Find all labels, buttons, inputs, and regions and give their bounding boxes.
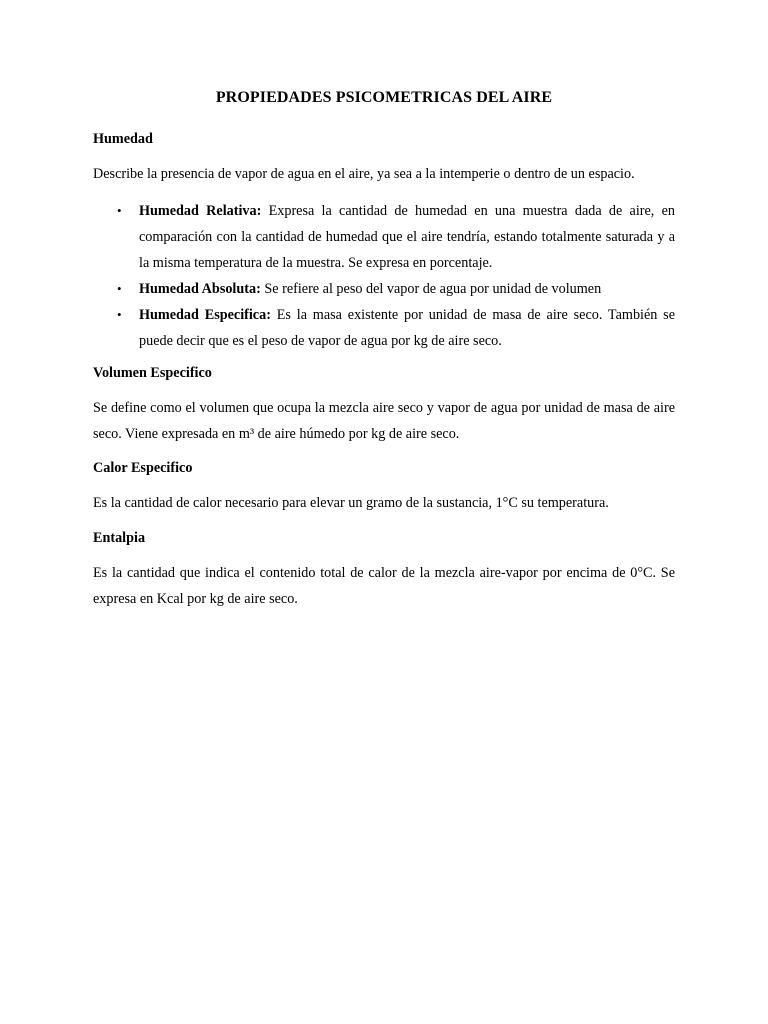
section-heading: Volumen Especifico bbox=[93, 365, 212, 381]
term-label: Humedad Especifica: bbox=[139, 307, 271, 323]
list-item bbox=[93, 276, 675, 302]
bullet-icon: • bbox=[117, 307, 122, 322]
section-heading: Calor Especifico bbox=[93, 460, 193, 476]
section-humedad bbox=[93, 128, 675, 354]
section-body: Es la cantidad de calor necesario para elevar un gramo de la sustancia, 1°C su temperatura. bbox=[93, 495, 609, 511]
section-volumen-especifico bbox=[93, 362, 675, 447]
section-body: Es la cantidad que indica el contenido total de calor de la mezcla aire-vapor por encima de 0°C. Se expresa en Kcal por kg de aire seco. bbox=[93, 565, 675, 607]
term-definition: Se refiere al peso del vapor de agua por unidad de volumen bbox=[260, 281, 602, 297]
section-heading: Humedad bbox=[93, 131, 153, 147]
term-definition: Es la masa existente por unidad de masa de aire seco. También se puede decir que es el peso de vapor de agua por kg de aire seco. bbox=[139, 307, 676, 349]
section-heading: Entalpia bbox=[93, 530, 146, 546]
section-entalpia bbox=[93, 527, 675, 612]
bullet-icon: • bbox=[117, 203, 122, 218]
section-body: Describe la presencia de vapor de agua en el aire, ya sea a la intemperie o dentro de un espacio. bbox=[93, 166, 635, 182]
bullet-icon: • bbox=[117, 281, 122, 296]
term-definition: Expresa la cantidad de humedad en una muestra dada de aire, en comparación con la cantidad de humedad que el aire tendría, estando totalmente saturada y a la misma temperatura de la muestra. Se expresa en porcentaje. bbox=[139, 203, 676, 271]
list-item bbox=[93, 198, 675, 276]
term-label: Humedad Absoluta: bbox=[139, 281, 261, 297]
section-calor-especifico bbox=[93, 457, 675, 516]
section-body: Se define como el volumen que ocupa la mezcla aire seco y vapor de agua por unidad de masa de aire seco. Viene expresada en m³ de aire húmedo por kg de aire seco. bbox=[93, 400, 675, 442]
bullet-list bbox=[93, 198, 675, 354]
list-item bbox=[93, 302, 675, 354]
term-label: Humedad Relativa: bbox=[139, 203, 262, 219]
page-title: PROPIEDADES PSICOMETRICAS DEL AIRE bbox=[215, 89, 553, 106]
